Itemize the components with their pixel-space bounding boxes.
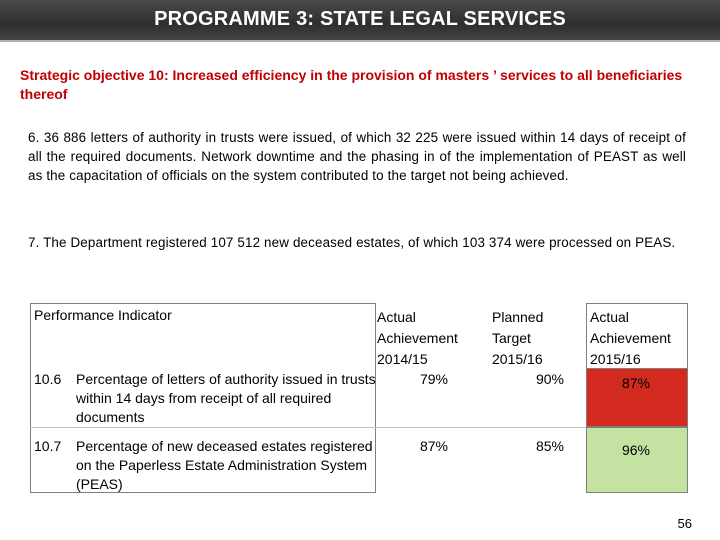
strategic-objective: Strategic objective 10: Increased efficiency in the provision of masters ’ services to all beneficiaries thereof xyxy=(20,67,683,102)
target-2015-10-7: 85% xyxy=(535,438,565,454)
actual-2015-10-7: 96% xyxy=(621,442,651,458)
page-title: PROGRAMME 3: STATE LEGAL SERVICES xyxy=(154,8,566,30)
row-divider xyxy=(30,427,586,428)
row-description-10-6: Percentage of letters of authority issued in trusts within 14 days from receipt of all required documents xyxy=(76,371,376,425)
header-actual-2015-line3: 2015/16 xyxy=(590,351,641,367)
header-actual-2014-line3: 2014/15 xyxy=(377,351,428,367)
target-2015-10-6: 90% xyxy=(535,371,565,387)
row-description-10-7: Percentage of new deceased estates registered on the Paperless Estate Administration System (PEAS) xyxy=(76,438,373,492)
performance-table xyxy=(30,303,688,493)
row-number-10-6: 10.6 xyxy=(34,371,62,387)
page-number: 56 xyxy=(677,516,692,531)
header-planned-line1: Planned xyxy=(492,309,544,325)
actual-2014-10-6: 79% xyxy=(419,371,449,387)
header-planned-line2: Target xyxy=(492,330,531,346)
header-actual-2015-line1: Actual xyxy=(590,309,629,325)
paragraph-7: 7. The Department registered 107 512 new deceased estates, of which 103 374 were processed on PEAS. xyxy=(28,235,676,250)
header-actual-2014-line2: Achievement xyxy=(377,330,458,346)
header-actual-2014-line1: Actual xyxy=(377,309,416,325)
actual-2014-10-7: 87% xyxy=(419,438,449,454)
actual-2015-10-6: 87% xyxy=(621,375,651,391)
header-actual-2015-line2: Achievement xyxy=(590,330,671,346)
header-actual-2014 xyxy=(377,307,458,370)
paragraph-6: 6. 36 886 letters of authority in trusts were issued, of which 32 225 were issued within 14 days of receipt of all the required documents. Network downtime and the phasing in of the implementation of PEAST as well as the capacitation of officials on the system contributed to the target not being achieved. xyxy=(28,130,686,183)
header-actual-2015 xyxy=(590,307,671,370)
title-bar xyxy=(0,0,720,42)
row-number-10-7: 10.7 xyxy=(34,438,62,454)
header-planned-2015 xyxy=(492,307,543,370)
header-planned-line3: 2015/16 xyxy=(492,351,543,367)
indicator-header: Performance Indicator xyxy=(34,307,172,323)
